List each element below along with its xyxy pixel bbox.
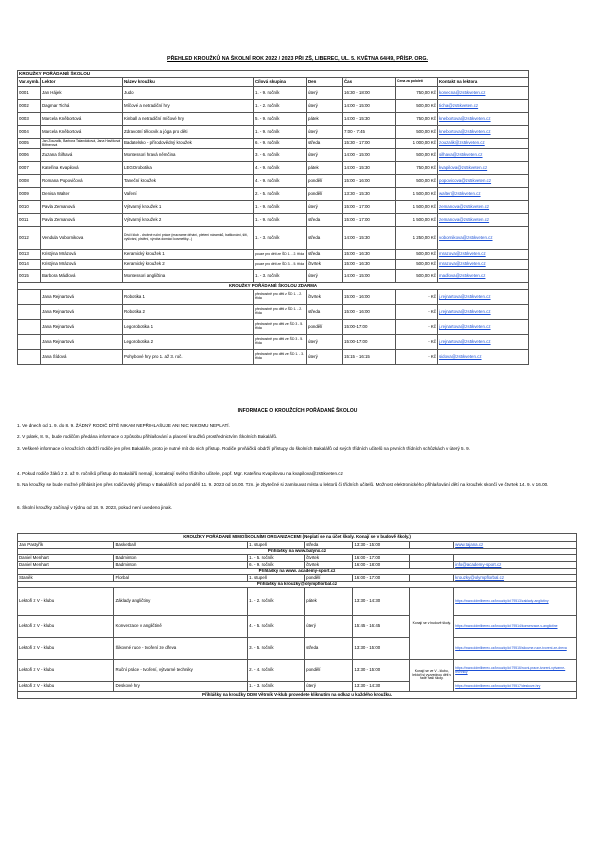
table-cell: Zdravotní tělocvik a jóga pro děti	[123, 126, 254, 139]
table-cell: Míčové a netradiční hry	[123, 100, 254, 113]
table-row	[18, 305, 529, 320]
email-link[interactable]: j.rejnartova@zs5kveten.cz	[438, 290, 529, 305]
table-cell: Robotika 1	[123, 290, 254, 305]
vklub-row	[18, 660, 577, 682]
column-header: Den	[307, 78, 343, 87]
table-cell: Jana Rejnartová	[41, 335, 123, 350]
table-cell: 15:00-17:00	[343, 335, 396, 350]
signup-link[interactable]: https://www.ddmliberec.cz/krouzky/id:79517/deskove-hry	[454, 682, 577, 692]
table-cell: 0008	[18, 175, 41, 188]
email-link[interactable]: zemanova@zs5kveten.cz	[438, 214, 529, 227]
table-cell: pondělí	[307, 188, 343, 201]
column-header: Var.symb.	[18, 78, 41, 87]
table-cell: Jan Pastyřík	[18, 542, 114, 549]
table-cell: Judo	[123, 87, 254, 100]
signup-link[interactable]: https://www.ddmliberec.cz/krouzky/id:79516/rucni-prace-tvoreni-vytvarne-techniky	[454, 660, 577, 682]
info-item: 1. Ve dnech od 1. 9. do 8. 9. ŽÁDNÝ RODIČ DÍTĚ NIKAM NEPŘIHLAŠUJE ANI NIC NIKOMU NEPLATÍ.	[17, 423, 230, 428]
table-cell: přednostně pro děti z ŠD 1. - 2. třída	[254, 305, 307, 320]
table-cell: středa	[307, 139, 343, 149]
table-row	[18, 162, 529, 175]
vklub-row	[18, 588, 577, 616]
table-cell: úterý	[307, 100, 343, 113]
school-clubs-table	[17, 70, 529, 365]
table-cell: Jana Rejnartová	[41, 320, 123, 335]
table-cell: pondělí	[305, 660, 353, 682]
table-cell: Pavla Zemanová	[41, 214, 123, 227]
info-item: 4. Pokud rodiče žáků z 2. až 9. ročníků přístup do Bakalářů nemají, kontaktují svého třídního učitele, popř. Mgr. Kateřinu Kvapilovou na kvapilova@zs5kveten.cz	[17, 471, 343, 476]
table-cell: přednostně pro děti ze ŠD 3 - 5. třída	[254, 335, 307, 350]
table-cell: úterý	[307, 350, 343, 365]
table-cell: Konverzace v angličtině	[114, 616, 248, 638]
table-cell: 15:45 - 16:45	[353, 616, 410, 638]
table-cell: Kristýna Mrázová	[41, 250, 123, 260]
email-link[interactable]: j.rejnartova@zs5kveten.cz	[438, 320, 529, 335]
email-link[interactable]: mrazova@zs5kveten.cz	[438, 250, 529, 260]
table-row	[18, 100, 529, 113]
email-link[interactable]: knebortova@zs5kveten.cz	[438, 113, 529, 126]
table-cell: Marcela Kněbortová	[41, 113, 123, 126]
table-row	[18, 250, 529, 260]
column-header: Cena za pololetí	[396, 78, 438, 87]
section-heading: KROUŽKY POŘÁDANÉ MIMOŠKOLNÍMI ORGANIZACEMI (Neplatí se na účet školy. Konají se v budově školy.)	[18, 534, 577, 542]
table-cell: Denisa Walter	[41, 188, 123, 201]
column-header: Kontakt na lektora	[438, 78, 529, 87]
table-cell: 13:30 - 15:00	[353, 638, 410, 660]
table-cell: 13:30 - 15:00	[353, 660, 410, 682]
signup-note: Přihlášky na krouzky@olympflorbal.cz	[18, 582, 577, 588]
table-cell: 0010	[18, 201, 41, 214]
contact-link[interactable]: krouzky@olympflorbal.cz	[454, 575, 577, 582]
table-cell: 1. stupeň	[248, 575, 305, 582]
email-link[interactable]: zouzalik@zs5kveten.cz	[438, 139, 529, 149]
table-cell: čtvrtek	[305, 555, 353, 562]
table-cell: Lektoři z V - klubu	[18, 616, 114, 638]
column-header: Čas	[343, 78, 396, 87]
table-cell: Barbora Mádlová	[41, 270, 123, 283]
table-cell: 1. - 9. ročník	[254, 201, 307, 214]
table-row	[18, 290, 529, 305]
table-cell: přednostně pro děti ze ŠD 1. - 3. třída	[254, 350, 307, 365]
table-cell: - Kč	[396, 350, 438, 365]
vklub-row	[18, 682, 577, 692]
section-heading: KROUŽKY POŘÁDANÉ ŠKOLOU	[18, 71, 529, 78]
table-cell: Jana Šídová	[41, 350, 123, 365]
table-cell: středa	[307, 305, 343, 320]
table-cell: 1. - 9. ročník	[254, 87, 307, 100]
table-cell: Lektoři z V - klubu	[18, 588, 114, 616]
table-cell: 3. - 6. ročník	[254, 149, 307, 162]
table-cell: 13:30 - 14:30	[353, 588, 410, 616]
table-cell: Daniel Menhart	[18, 555, 114, 562]
table-cell: 7:00 - 7:45	[343, 126, 396, 139]
table-cell: Legorobotika 2	[123, 335, 254, 350]
table-row	[18, 227, 529, 250]
table-cell: 750,00 Kč	[396, 87, 438, 100]
table-cell: Deskové hry	[114, 682, 248, 692]
table-cell: Montessori angličtina	[123, 270, 254, 283]
table-cell: 4. - 9. ročník	[254, 175, 307, 188]
table-cell: 500,00 Kč	[396, 126, 438, 139]
table-cell: středa	[305, 542, 353, 549]
table-cell: středa	[307, 214, 343, 227]
table-cell: 0006	[18, 149, 41, 162]
table-cell: pátek	[307, 113, 343, 126]
table-cell: Jan Hájek	[41, 87, 123, 100]
location-note: Konají se v budově školy.	[410, 588, 454, 660]
info-heading: INFORMACE O KROUŽCÍCH POŘÁDANÉ ŠKOLOU	[237, 408, 358, 414]
table-cell: Základy angličtiny	[114, 588, 248, 616]
table-cell: středa	[307, 227, 343, 250]
table-cell: Pavla Zemanová	[41, 201, 123, 214]
section-heading-row	[18, 534, 577, 542]
table-cell: 0013	[18, 250, 41, 260]
vklub-row	[18, 638, 577, 660]
table-cell: 0015	[18, 270, 41, 283]
table-cell: 6. - 9. ročník	[254, 139, 307, 149]
table-cell: 500,00 Kč	[396, 175, 438, 188]
table-cell: 1 500,00 Kč	[396, 188, 438, 201]
table-cell: 15:00 - 17:00	[343, 214, 396, 227]
table-row	[18, 149, 529, 162]
contact-link[interactable]: www.tajana.cz	[454, 542, 577, 549]
table-cell: 5. - 9. ročník	[254, 113, 307, 126]
table-cell	[18, 290, 41, 305]
table-cell: úterý	[305, 616, 353, 638]
table-cell: 15:00 - 16:00	[343, 290, 396, 305]
table-cell: 14:00 - 15:00	[343, 149, 396, 162]
info-item: 6. Školní kroužky začínají v týdnu od 18. 9. 2023, pokud není uvedeno jinak.	[17, 505, 173, 510]
table-cell: Badminton	[114, 562, 248, 569]
table-cell	[18, 335, 41, 350]
table-cell: 15:15 - 16:15	[343, 350, 396, 365]
table-cell: 0007	[18, 162, 41, 175]
table-cell: úterý	[307, 126, 343, 139]
table-cell: 6. - 9. ročník	[248, 562, 305, 569]
email-link[interactable]: konecna@zs5kveten.cz	[438, 87, 529, 100]
table-cell: přednostně pro děti z ŠD 1. - 2. třída	[254, 290, 307, 305]
email-link[interactable]: zemanova@zs5kveten.cz	[438, 201, 529, 214]
contact-link	[454, 555, 577, 562]
table-cell: 15:30 - 17:00	[343, 139, 396, 149]
table-cell: 0004	[18, 126, 41, 139]
table-cell: pondělí	[307, 320, 343, 335]
table-row	[18, 555, 577, 562]
free-section-heading: KROUŽKY POŘÁDANÉ ŠKOLOU ZDARMA	[18, 283, 529, 290]
table-row	[18, 335, 529, 350]
email-link[interactable]: ticha@zs5kveten.cz	[438, 100, 529, 113]
table-cell: 14:00 - 15:00	[343, 270, 396, 283]
table-cell: 2. - 4. ročník	[248, 660, 305, 682]
table-cell: 15:00 - 16:00	[343, 305, 396, 320]
info-item: 5. Na kroužky se bude možné přihlásit jen přes rodičovský přístup v Bakalářích od pondělí 11. 9. 2023 od 16.00. Tzn. je zbytečné si zamlouvat místa u lektorů či třídních učitelů. Možnost elektronického přihlašování dětí na kroužek skončí ve čtvrtek 14. 9. v 16.00.	[17, 482, 549, 487]
table-cell: 0011	[18, 214, 41, 227]
table-row	[18, 214, 529, 227]
table-cell: 1. - 3. ročník	[254, 270, 307, 283]
table-cell	[410, 542, 454, 549]
table-row	[18, 575, 577, 582]
table-cell: 0012	[18, 227, 41, 250]
table-cell	[18, 305, 41, 320]
table-cell: 4. - 9. ročník	[254, 162, 307, 175]
table-cell: Marcela Kněbortová	[41, 126, 123, 139]
signup-note: Přihlášky na www.balynx.cz	[18, 549, 577, 555]
table-cell: 16:30 - 18:00	[343, 87, 396, 100]
table-cell: čtvrtek	[305, 562, 353, 569]
table-cell: 15:00-17:00	[343, 320, 396, 335]
table-cell: 1 000,00 Kč	[396, 139, 438, 149]
table-cell: Zuzana Šilhavá	[41, 149, 123, 162]
table-cell: středa	[307, 250, 343, 260]
table-cell	[18, 350, 41, 365]
table-cell: úterý	[307, 270, 343, 283]
table-row	[18, 139, 529, 149]
footer-row	[18, 692, 577, 699]
vklub-row	[18, 616, 577, 638]
table-cell: 500,00 Kč	[396, 250, 438, 260]
email-link[interactable]: j.rejnartova@zs5kveten.cz	[438, 335, 529, 350]
table-row	[18, 270, 529, 283]
table-cell: Vendula Vobornikova	[41, 227, 123, 250]
table-cell: pátek	[307, 162, 343, 175]
column-header: Cílová skupina	[254, 78, 307, 87]
table-cell: pouze pro děti ze ŠD 3. - 5. třída	[254, 260, 307, 270]
table-row	[18, 260, 529, 270]
info-item: 2. V pátek, 8. 9., bude rodičům předána informace o způsobu přihlašování a placení kroužků prostřednictvím Školních Bakalářů.	[17, 434, 278, 439]
table-row	[18, 188, 529, 201]
table-cell: Výtvarný kroužek 1	[123, 201, 254, 214]
table-cell: pondělí	[305, 575, 353, 582]
table-cell: - Kč	[396, 290, 438, 305]
signup-note: Přihlášky na www. academy-sport.cz	[18, 569, 577, 575]
table-cell: Kinball a netradiční míčové hry	[123, 113, 254, 126]
table-cell: 1 250,00 Kč	[396, 227, 438, 250]
table-cell: 1. - 2. ročník	[248, 588, 305, 616]
table-cell: přednostně pro děti ze ŠD 3 - 5. třída	[254, 320, 307, 335]
table-cell: Keramický kroužek 2	[123, 260, 254, 270]
table-cell: 13:30 - 15:30	[343, 188, 396, 201]
table-cell: 15:00 - 16:00	[343, 175, 396, 188]
table-cell: Robotika 2	[123, 305, 254, 320]
table-cell: Lektoři z V - klubu	[18, 638, 114, 660]
table-cell: Kristýna Mrázová	[41, 260, 123, 270]
table-cell: LEGOrobotika	[123, 162, 254, 175]
table-cell	[18, 320, 41, 335]
table-cell	[410, 562, 454, 569]
email-link[interactable]: sidova@zs5kveten.cz	[438, 350, 529, 365]
table-cell: pondělí	[307, 175, 343, 188]
table-cell: Kateřina Kvapilová	[41, 162, 123, 175]
table-cell: 15:00 - 16:30	[343, 260, 396, 270]
table-cell: 15:00 - 17:00	[343, 201, 396, 214]
table-row	[18, 542, 577, 549]
table-cell: 750,00 Kč	[396, 162, 438, 175]
table-cell: 1 500,00 Kč	[396, 201, 438, 214]
email-link[interactable]: knebortova@zs5kveten.cz	[438, 126, 529, 139]
signup-link[interactable]: https://www.ddmliberec.cz/krouzky/id:79515/sikovne-ruce-tvoreni-ze-dreva	[454, 638, 577, 660]
table-cell: 16:00 - 17:00	[353, 575, 410, 582]
location-note: Konají se ve V - klubu, lektoři si vyzvednou děti v řadě naší školy.	[410, 660, 454, 692]
table-cell: Florbal	[114, 575, 248, 582]
table-cell: 1. - 5. ročník	[248, 555, 305, 562]
table-cell: Ruční práce - tvoření, výtvarné techniky	[114, 660, 248, 682]
table-cell: 14:00 - 15:30	[343, 113, 396, 126]
table-cell: Jana Rejnartová	[41, 305, 123, 320]
email-link[interactable]: kvapilova@zs5kveten.cz	[438, 162, 529, 175]
table-cell	[410, 575, 454, 582]
table-cell: Pohybové hry pro 1. až 3. roč.	[123, 350, 254, 365]
table-cell: Badminton	[114, 555, 248, 562]
table-cell: Basketball	[114, 542, 248, 549]
table-cell: 0002	[18, 100, 41, 113]
table-cell: čtvrtek	[307, 290, 343, 305]
table-cell: 0003	[18, 113, 41, 126]
table-cell: - Kč	[396, 320, 438, 335]
table-cell: 500,00 Kč	[396, 270, 438, 283]
table-cell: Montessori hravá němčina	[123, 149, 254, 162]
table-cell: 0009	[18, 188, 41, 201]
info-item: 3. Veškeré informace o kroužcích obdrží rodiče jen přes Bakaláře, proto je nutné mít do nich přístup. Rodiče prvňáčků obdrží přístupy do školních Bakalářů od svých třídních učitelů na prvních třídních schůzkách v úterý 5. 9.	[17, 446, 470, 451]
table-cell: 1 500,00 Kč	[396, 214, 438, 227]
table-cell: 13:30 - 15:00	[353, 542, 410, 549]
table-row	[18, 113, 529, 126]
table-row	[18, 350, 529, 365]
table-cell: 1. - 2. ročník	[254, 100, 307, 113]
table-cell: Dagmar Tichá	[41, 100, 123, 113]
column-header: Název kroužku	[123, 78, 254, 87]
table-cell: úterý	[307, 201, 343, 214]
table-cell: 1. stupeň	[248, 542, 305, 549]
table-cell: 500,00 Kč	[396, 100, 438, 113]
table-cell: 1. - 9. ročník	[254, 126, 307, 139]
table-cell: pouze pro děti ze ŠD 1. - 2. třída	[254, 250, 307, 260]
footer-note: Přihlášky na kroužky DDM Větrník V-klub provedete kliknutím na odkaz u každého kroužku.	[18, 692, 577, 699]
table-cell: úterý	[307, 335, 343, 350]
table-cell: 13:30 - 14:30	[353, 682, 410, 692]
email-link[interactable]: mrazova@zs5kveten.cz	[438, 260, 529, 270]
subsection-heading-row	[18, 283, 529, 290]
table-cell: Vaření	[123, 188, 254, 201]
email-link[interactable]: vobornikova@zs5kveten.cz	[438, 227, 529, 250]
table-cell: 3. - 5. ročník	[248, 638, 305, 660]
table-cell: Daniel Menhart	[18, 562, 114, 569]
header-row	[18, 78, 529, 87]
email-link[interactable]: j.rejnartova@zs5kveten.cz	[438, 305, 529, 320]
table-row	[18, 126, 529, 139]
table-cell: Staněk	[18, 575, 114, 582]
email-link[interactable]: walter@zs5kveten.cz	[438, 188, 529, 201]
table-cell: 16:00 - 17:00	[353, 555, 410, 562]
signup-link[interactable]: https://www.ddmliberec.cz/krouzky/id:79513/zaklady-anglictiny	[454, 588, 577, 616]
column-header: Lektor	[41, 78, 123, 87]
table-cell: 14:00 - 15:00	[343, 100, 396, 113]
table-cell: 15:00 - 16:30	[343, 250, 396, 260]
table-cell: Lektoři z V - klubu	[18, 682, 114, 692]
table-cell: 500,00 Kč	[396, 149, 438, 162]
table-cell: středa	[305, 638, 353, 660]
table-cell: 0001	[18, 87, 41, 100]
table-cell: Jan Zouzalík, Barbora Talandáková, Jana Havlíková Bittnerová	[41, 139, 123, 149]
table-cell	[410, 555, 454, 562]
table-row	[18, 175, 529, 188]
table-cell: Taneční kroužek	[123, 175, 254, 188]
table-cell: úterý	[305, 682, 353, 692]
table-cell: 16:00 - 18:00	[353, 562, 410, 569]
table-cell: Dívčí klub - drobné ruční práce (macrame drhání, pletení náramků, batikování, šití, vyšívání, plstění, výroba domácí kosmetiky...)	[123, 227, 254, 250]
table-cell: - Kč	[396, 335, 438, 350]
table-cell: 500,00 Kč	[396, 260, 438, 270]
table-cell: 1. - 9. ročník	[254, 214, 307, 227]
section-heading-row	[18, 71, 529, 78]
table-cell: úterý	[307, 87, 343, 100]
table-row	[18, 320, 529, 335]
table-cell: Výtvarný kroužek 2	[123, 214, 254, 227]
signup-link[interactable]: https://www.ddmliberec.cz/krouzky/id:79514/konverzace-v-anglictine	[454, 616, 577, 638]
table-cell: Keramický kroužek 1	[123, 250, 254, 260]
table-cell: čtvrtek	[307, 260, 343, 270]
page-title: PŘEHLED KROUŽKŮ NA ŠKOLNÍ ROK 2022 / 2023 PŘI ZŠ, LIBEREC, UL. 5. KVĚTNA 64/49, PŘÍSP. ORG.	[167, 56, 428, 62]
external-clubs-table	[17, 533, 577, 699]
table-row	[18, 87, 529, 100]
table-cell: úterý	[307, 149, 343, 162]
table-cell: 1. - 3. ročník	[248, 682, 305, 692]
table-cell: 1. - 3. ročník	[254, 227, 307, 250]
table-cell: Jana Rejnartová	[41, 290, 123, 305]
email-link[interactable]: popovicova@zs5kveten.cz	[438, 175, 529, 188]
table-cell: Šikovné ruce - tvoření ze dřeva	[114, 638, 248, 660]
table-cell: 4. - 5. ročník	[248, 616, 305, 638]
table-cell: 0005	[18, 139, 41, 149]
table-cell: Lektoři z V - klubu	[18, 660, 114, 682]
table-cell: Legorobotika 1	[123, 320, 254, 335]
table-cell: 14:00 - 15:30	[343, 227, 396, 250]
table-cell: - Kč	[396, 305, 438, 320]
table-cell: Badatelsko - přírodovědný kroužek	[123, 139, 254, 149]
table-cell: 2. - 5. ročník	[254, 188, 307, 201]
table-cell: 0014	[18, 260, 41, 270]
table-row	[18, 562, 577, 569]
table-cell: Romana Popovičová	[41, 175, 123, 188]
table-cell: 14:00 - 15:30	[343, 162, 396, 175]
contact-link[interactable]: info@academy-sport.cz	[454, 562, 577, 569]
table-row	[18, 201, 529, 214]
table-cell: 750,00 Kč	[396, 113, 438, 126]
email-link[interactable]: madlova@zs5kveten.cz	[438, 270, 529, 283]
table-cell: pátek	[305, 588, 353, 616]
email-link[interactable]: silhava@zs5kveten.cz	[438, 149, 529, 162]
